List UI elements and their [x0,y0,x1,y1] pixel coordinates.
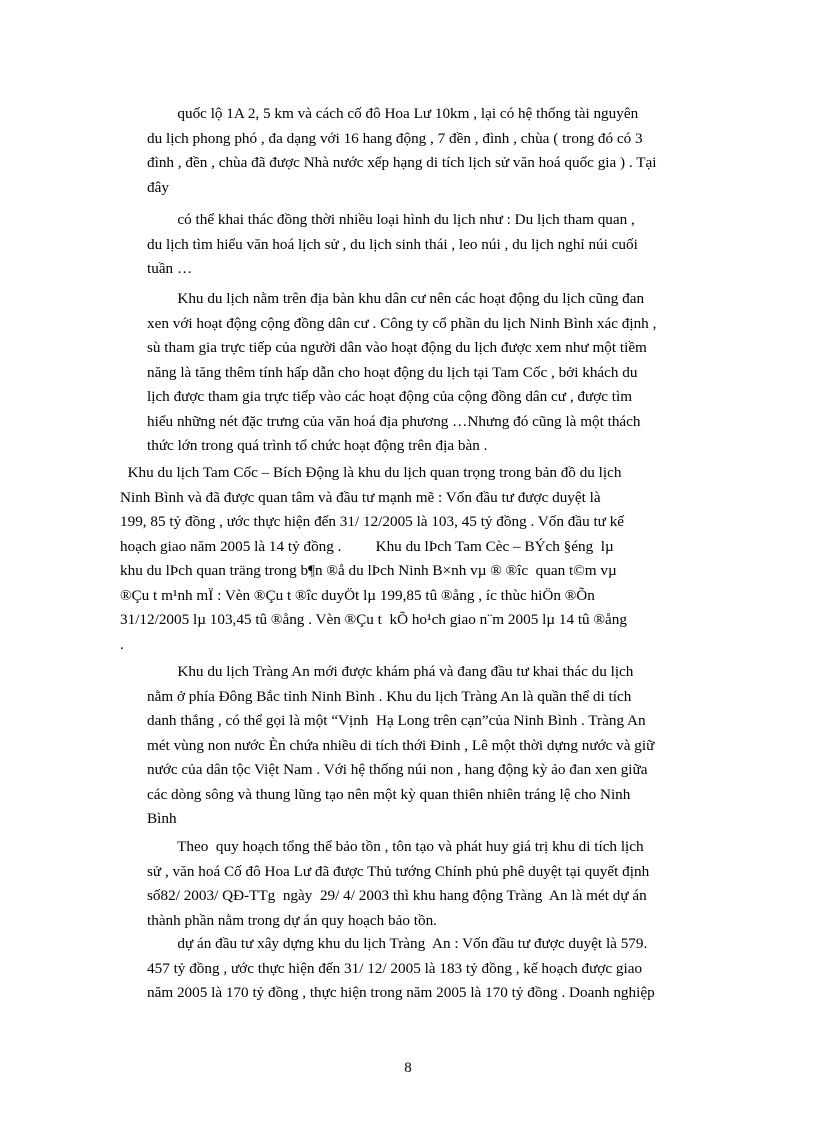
text-line: nước của dân tộc Việt Nam . Với hệ thống núi non , hang động kỳ ảo đan xen giữa [147,761,648,778]
text-line: các dòng sông và thung lũng tạo nên một kỳ quan thiên nhiên tráng lệ cho Ninh [147,785,631,803]
text-line: khu du lÞch quan träng trong b¶n ®å du lÞch Ninh B×nh vµ ® ®îc quan t©m vµ [120,562,617,579]
text-line: hiểu những nét đặc trưng của văn hoá địa phương …Nhưng đó cũng là một thách [147,412,641,430]
text-line: Ninh Bình và đã được quan tâm và đầu tư mạnh mẽ : Vốn đầu tư được duyệt là [120,488,601,506]
text-line: Theo quy hoạch tổng thể bảo tồn , tôn tạo và phát huy giá trị khu di tích lịch [147,838,644,855]
text-line: tuần … [147,260,193,277]
text-line: số82/ 2003/ QĐ-TTg ngày 29/ 4/ 2003 thì khu hang động Tràng An là mét dự án [147,887,647,904]
text-line: lịch được tham gia trực tiếp vào các hoạt động của cộng đồng dân cư , được tìm [147,388,633,405]
text-line: danh thắng , có thể gọi là một “Vịnh Hạ Long trên cạn”của Ninh Bình . Tràng An [147,712,646,729]
text-line: Khu du lịch Tam Cốc – Bích Động là khu du lịch quan trọng trong bản đồ du lịch [120,464,622,481]
text-line: 31/12/2005 lµ 103,45 tû ®ång . Vèn ®Çu t kÕ ho¹ch giao n¨m 2005 lµ 14 tû ®ång [120,611,627,628]
text-line: nằm ở phía Đông Bắc tỉnh Ninh Bình . Khu du lịch Tràng An là quần thể di tích [147,687,632,705]
text-line: sử , văn hoá Cố đô Hoa Lư đã được Thủ tướng Chính phủ phê duyệt tại quyết định [147,862,650,880]
text-line: Khu du lịch Tràng An mới được khám phá và đang đầu tư khai thác du lịch [147,663,634,680]
text-line: thức lớn trong quá trình tổ chức hoạt động trên địa bàn . [147,437,488,454]
page-number: 8 [404,1060,412,1076]
text-line: xen với hoạt động cộng đồng dân cư . Công ty cổ phần du lịch Ninh Bình xác định , [147,314,657,332]
paragraph [147,208,717,282]
text-line: quốc lộ 1A 2, 5 km và cách cố đô Hoa Lư 10km , lại có hệ thống tài nguyên [147,105,639,122]
text-line: du lịch tìm hiểu văn hoá lịch sử , du lịch sinh thái , leo núi , du lịch nghỉ núi cuối [147,235,638,253]
text-line: đây [147,178,169,196]
paragraph [147,287,717,459]
text-line: du lịch phong phó , đa dạng với 16 hang động , 7 đền , đình , chùa ( trong đó có 3 [147,129,643,147]
paragraph [147,102,717,200]
text-line: năng là tăng thêm tính hấp dẫn cho hoạt động du lịch tại Tam Cốc , bởi khách du [147,363,638,381]
text-line: ®Çu t m¹nh mÏ : Vèn ®Çu t ®îc duyÖt lµ 199,85 tû ®ång , íc thùc hiÖn ®Õn [120,586,595,604]
text-line: mét vùng non nước Èn chứa nhiều di tích thới Đinh , Lê một thời dựng nước và giữ [147,736,655,754]
text-line: sù tham gia trực tiếp của người dân vào hoạt động du lịch được xem như một tiềm [147,339,647,356]
text-line: đình , đền , chùa đã được Nhà nước xếp hạng di tích lịch sử văn hoá quốc gia ) . Tại [147,154,657,171]
paragraph [120,461,717,657]
paragraph [147,932,717,1006]
text-line: thành phần nằm trong dự án quy hoạch bảo tồn. [147,911,437,929]
text-line: hoạch giao năm 2005 là 14 tỷ đồng . Khu du lÞch Tam Cèc – BÝch §éng lµ [120,537,614,555]
text-line: năm 2005 là 170 tỷ đồng , thực hiện trong năm 2005 là 170 tỷ đồng . Doanh nghiệp [147,984,655,1001]
text-line: 199, 85 tỷ đồng , ước thực hiện đến 31/ 12/2005 là 103, 45 tỷ đồng . Vốn đầu tư kế [120,513,625,530]
paragraph [147,660,717,832]
text-line: 457 tỷ đồng , ước thực hiện đến 31/ 12/ 2005 là 183 tỷ đồng , kế hoạch được giao [147,959,643,977]
text-line: . [120,635,124,653]
text-line: Bình [147,810,177,827]
text-line: Khu du lịch nằm trên địa bàn khu dân cư nên các hoạt động du lịch cũng đan [147,290,645,307]
paragraph [147,835,717,933]
text-line: dự án đầu tư xây dựng khu du lịch Tràng An : Vốn đầu tư được duyệt là 579. [147,935,648,952]
text-line: có thể khai thác đồng thời nhiều loại hình du lịch như : Du lịch tham quan , [147,211,635,228]
